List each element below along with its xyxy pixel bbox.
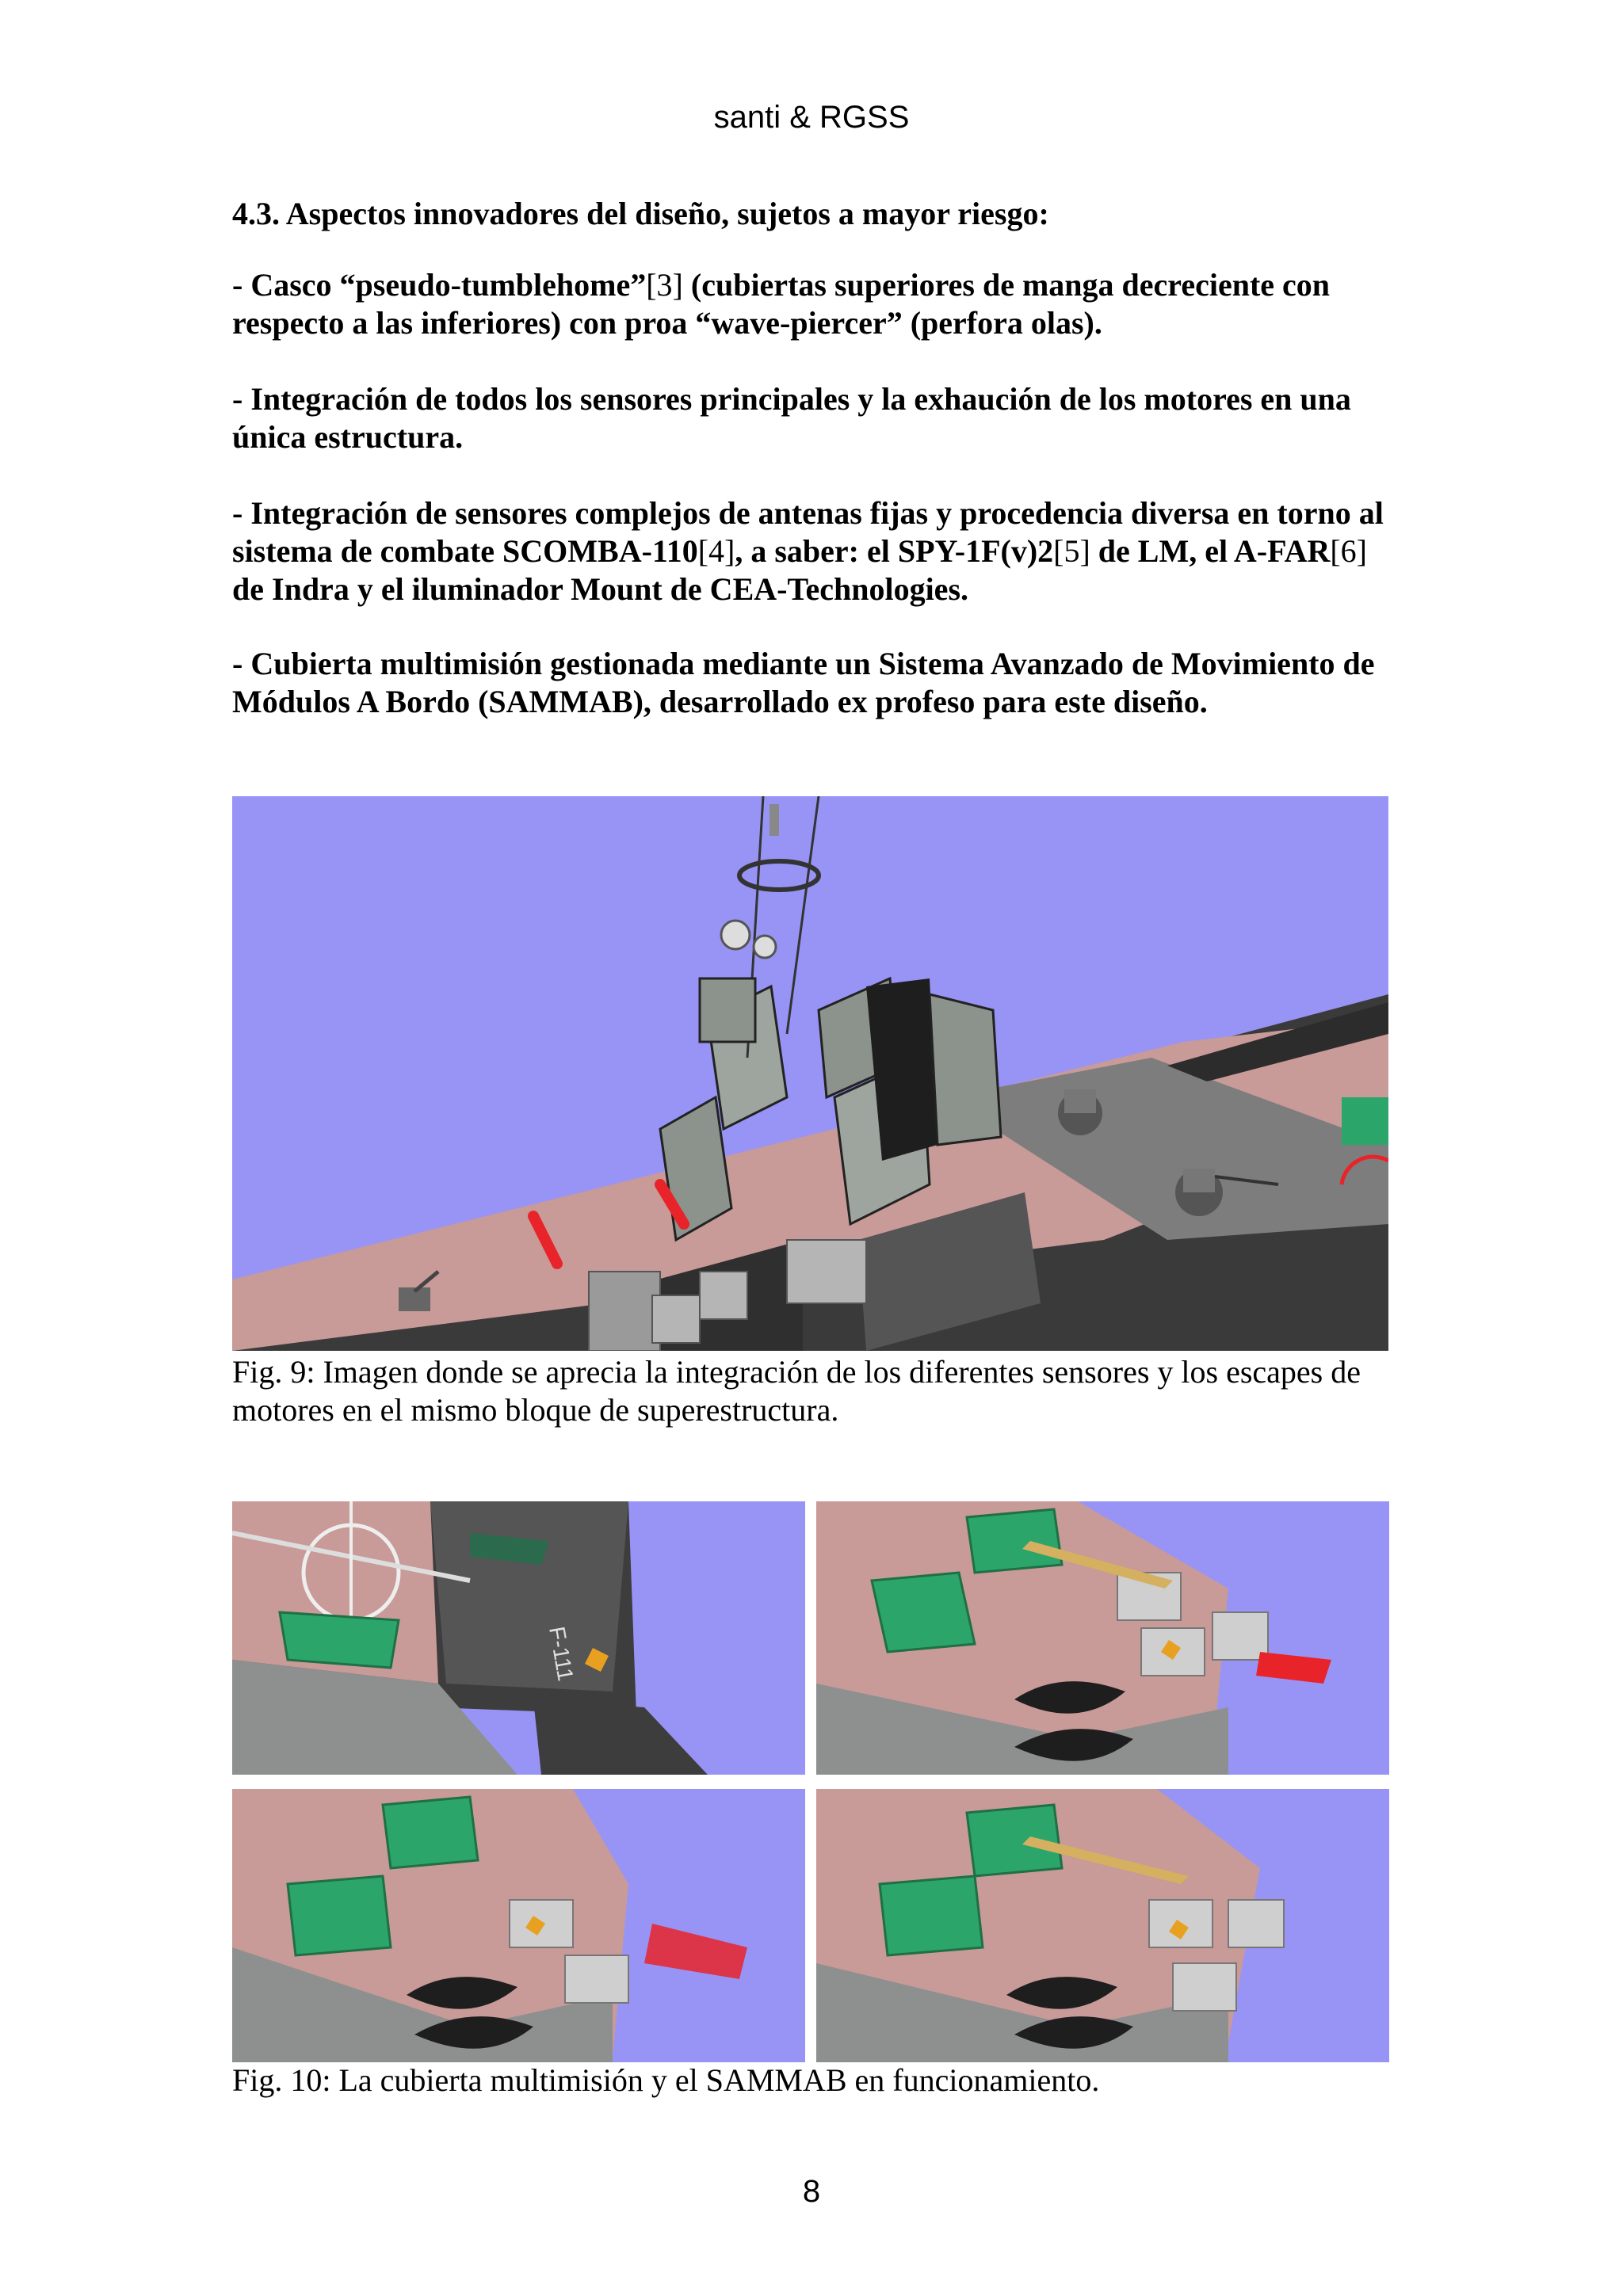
item-text: - Integración de sensores complejos de antenas fijas y procedencia diversa en torno al sistema de combate SCOMBA-110 [232,495,1384,569]
figure-10-caption: Fig. 10: La cubierta multimisión y el SAMMAB en funcionamiento. [232,2062,1100,2098]
reference-marker: [4] [697,533,735,569]
figure-10-panel-3 [232,1789,805,2062]
item-paragraph [232,266,1389,342]
item-text: - Cubierta multimisión gestionada mediante un Sistema Avanzado de Movimiento de Módulos A Bordo (SAMMAB), desarrollado ex profeso para este diseño. [232,646,1375,719]
hull-marking: F-111 [544,1624,579,1683]
reference-marker: [6] [1330,533,1367,569]
section-heading: 4.3. Aspectos innovadores del diseño, sujetos a mayor riesgo: [232,196,1049,231]
item-paragraph [232,380,1389,456]
item-text: (cubiertas superiores de manga decreciente con respecto a las inferiores) con proa “wave-piercer” (perfora olas). [232,267,1331,341]
item-text: de Indra y el iluminador Mount de CEA-Technologies. [232,571,969,607]
figure-10-panel-2 [816,1501,1389,1775]
reference-marker: [5] [1053,533,1090,569]
figure-10-panel-1 [232,1501,805,1775]
reference-marker: [3] [646,267,683,303]
item-text: - Casco “pseudo-tumblehome” [232,267,647,303]
figure-10-panel-4 [816,1789,1389,2062]
page-number: 8 [802,2174,821,2209]
item-paragraph [232,494,1389,608]
item-text: - Integración de todos los sensores principales y la exhaución de los motores en una única estructura. [232,381,1351,455]
item-text: de LM, el A-FAR [1090,533,1331,569]
page-header: santi & RGSS [713,100,910,135]
item-paragraph [232,645,1389,721]
item-text: , a saber: el SPY-1F(v)2 [735,533,1054,569]
figure-9-image [232,796,1388,1351]
figure-9-caption: Fig. 9: Imagen donde se aprecia la integración de los diferentes sensores y los escapes de motores en el mismo bloque de superestructura. [232,1354,1361,1428]
